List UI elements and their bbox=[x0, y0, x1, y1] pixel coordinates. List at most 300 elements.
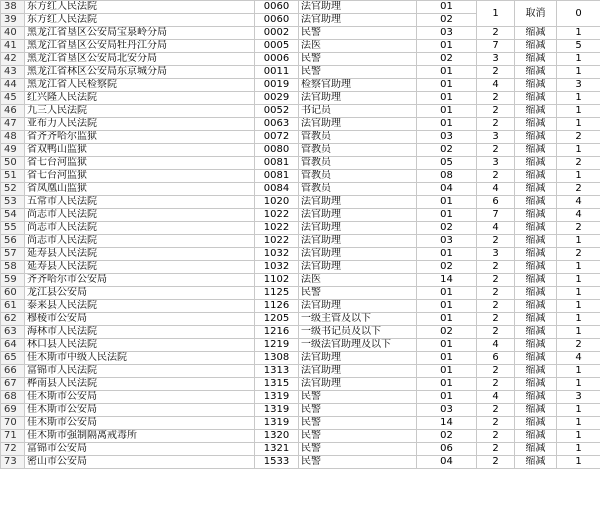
unit-code-cell[interactable]: 0081 bbox=[255, 157, 299, 170]
adjust-status-cell[interactable]: 缩减 bbox=[515, 365, 557, 378]
unit-code-cell[interactable]: 0019 bbox=[255, 79, 299, 92]
unit-name-cell[interactable]: 密山市公安局 bbox=[25, 456, 255, 469]
position-code-cell[interactable]: 05 bbox=[417, 157, 477, 170]
position-code-cell[interactable]: 04 bbox=[417, 183, 477, 196]
position-code-cell[interactable]: 03 bbox=[417, 131, 477, 144]
unit-name-cell[interactable]: 五常市人民法院 bbox=[25, 196, 255, 209]
adjusted-count-cell[interactable]: 2 bbox=[557, 131, 600, 144]
unit-code-cell[interactable]: 1320 bbox=[255, 430, 299, 443]
row-number-cell[interactable]: 64 bbox=[1, 339, 25, 352]
adjusted-count-cell[interactable]: 1 bbox=[557, 92, 600, 105]
position-name-cell[interactable]: 民警 bbox=[299, 430, 417, 443]
adjusted-count-cell[interactable]: 1 bbox=[557, 417, 600, 430]
adjust-status-cell[interactable]: 缩减 bbox=[515, 131, 557, 144]
adjusted-count-cell[interactable]: 4 bbox=[557, 209, 600, 222]
position-code-cell[interactable]: 01 bbox=[417, 196, 477, 209]
table-row bbox=[1, 118, 600, 131]
adjusted-count-cell[interactable]: 1 bbox=[557, 287, 600, 300]
planned-count-cell[interactable]: 2 bbox=[477, 274, 515, 287]
position-code-cell[interactable]: 01 bbox=[417, 365, 477, 378]
table-row bbox=[1, 339, 600, 352]
row-number-cell[interactable]: 51 bbox=[1, 170, 25, 183]
row-number-cell[interactable]: 54 bbox=[1, 209, 25, 222]
adjusted-count-cell[interactable]: 1 bbox=[557, 170, 600, 183]
table-row bbox=[1, 222, 600, 235]
table-row bbox=[1, 365, 600, 378]
planned-count-cell[interactable]: 2 bbox=[477, 313, 515, 326]
position-name-cell[interactable]: 法官助理 bbox=[299, 222, 417, 235]
adjusted-count-cell[interactable]: 2 bbox=[557, 157, 600, 170]
planned-count-cell[interactable]: 4 bbox=[477, 79, 515, 92]
position-name-cell[interactable]: 民警 bbox=[299, 391, 417, 404]
row-number-cell[interactable]: 49 bbox=[1, 144, 25, 157]
adjust-status-cell[interactable]: 缩减 bbox=[515, 378, 557, 391]
adjust-status-cell[interactable]: 缩减 bbox=[515, 118, 557, 131]
row-number-cell[interactable]: 41 bbox=[1, 40, 25, 53]
adjust-status-cell[interactable]: 缩减 bbox=[515, 352, 557, 365]
position-name-cell[interactable]: 法官助理 bbox=[299, 352, 417, 365]
position-name-cell[interactable]: 管教员 bbox=[299, 131, 417, 144]
adjusted-count-cell[interactable]: 3 bbox=[557, 79, 600, 92]
position-name-cell[interactable]: 法官助理 bbox=[299, 14, 417, 27]
table-row bbox=[1, 27, 600, 40]
planned-count-cell[interactable]: 2 bbox=[477, 261, 515, 274]
unit-name-cell[interactable]: 佳木斯市强制隔离戒毒所 bbox=[25, 430, 255, 443]
position-name-cell[interactable]: 法官助理 bbox=[299, 118, 417, 131]
position-code-cell[interactable]: 01 bbox=[417, 40, 477, 53]
planned-count-cell[interactable]: 2 bbox=[477, 66, 515, 79]
position-code-cell[interactable]: 02 bbox=[417, 222, 477, 235]
unit-code-cell[interactable]: 0072 bbox=[255, 131, 299, 144]
adjusted-count-cell[interactable]: 1 bbox=[557, 235, 600, 248]
row-number-cell[interactable]: 45 bbox=[1, 92, 25, 105]
table-row bbox=[1, 1, 600, 14]
unit-code-cell[interactable]: 1315 bbox=[255, 378, 299, 391]
position-name-cell[interactable]: 一级法官助理及以下 bbox=[299, 339, 417, 352]
unit-code-cell[interactable]: 0029 bbox=[255, 92, 299, 105]
position-code-cell[interactable]: 01 bbox=[417, 105, 477, 118]
unit-name-cell[interactable]: 林口县人民法院 bbox=[25, 339, 255, 352]
adjusted-count-cell[interactable]: 4 bbox=[557, 352, 600, 365]
table-row bbox=[1, 40, 600, 53]
adjusted-count-cell[interactable]: 1 bbox=[557, 404, 600, 417]
unit-name-cell[interactable]: 东方红人民法院 bbox=[25, 1, 255, 14]
position-code-cell[interactable]: 02 bbox=[417, 53, 477, 66]
planned-count-cell[interactable]: 2 bbox=[477, 326, 515, 339]
row-number-cell[interactable]: 58 bbox=[1, 261, 25, 274]
position-name-cell[interactable]: 民警 bbox=[299, 417, 417, 430]
position-name-cell[interactable]: 法官助理 bbox=[299, 248, 417, 261]
adjusted-count-cell[interactable]: 1 bbox=[557, 326, 600, 339]
position-name-cell[interactable]: 民警 bbox=[299, 443, 417, 456]
adjusted-count-cell[interactable]: 1 bbox=[557, 365, 600, 378]
unit-code-cell[interactable]: 1032 bbox=[255, 261, 299, 274]
adjusted-count-cell[interactable]: 1 bbox=[557, 378, 600, 391]
adjusted-count-cell[interactable]: 0 bbox=[557, 1, 600, 27]
table-row bbox=[1, 131, 600, 144]
unit-code-cell[interactable]: 1102 bbox=[255, 274, 299, 287]
position-code-cell[interactable]: 01 bbox=[417, 66, 477, 79]
position-name-cell[interactable]: 管教员 bbox=[299, 157, 417, 170]
position-code-cell[interactable]: 01 bbox=[417, 209, 477, 222]
position-name-cell[interactable]: 法官助理 bbox=[299, 365, 417, 378]
table-row bbox=[1, 352, 600, 365]
unit-name-cell[interactable]: 佳木斯市公安局 bbox=[25, 417, 255, 430]
adjust-status-cell[interactable]: 缩减 bbox=[515, 326, 557, 339]
unit-name-cell[interactable]: 延寿县人民法院 bbox=[25, 248, 255, 261]
unit-code-cell[interactable]: 1319 bbox=[255, 417, 299, 430]
planned-count-cell[interactable]: 2 bbox=[477, 404, 515, 417]
adjusted-count-cell[interactable]: 2 bbox=[557, 339, 600, 352]
position-code-cell[interactable]: 02 bbox=[417, 326, 477, 339]
position-code-cell[interactable]: 01 bbox=[417, 352, 477, 365]
row-number-cell[interactable]: 71 bbox=[1, 430, 25, 443]
row-number-cell[interactable]: 65 bbox=[1, 352, 25, 365]
row-number-cell[interactable]: 56 bbox=[1, 235, 25, 248]
position-name-cell[interactable]: 法官助理 bbox=[299, 261, 417, 274]
position-name-cell[interactable]: 管教员 bbox=[299, 183, 417, 196]
unit-name-cell[interactable]: 黑龙江省人民检察院 bbox=[25, 79, 255, 92]
row-number-cell[interactable]: 55 bbox=[1, 222, 25, 235]
position-code-cell[interactable]: 01 bbox=[417, 79, 477, 92]
unit-code-cell[interactable]: 1308 bbox=[255, 352, 299, 365]
adjust-status-cell[interactable]: 缩减 bbox=[515, 404, 557, 417]
row-number-cell[interactable]: 52 bbox=[1, 183, 25, 196]
adjusted-count-cell[interactable]: 1 bbox=[557, 144, 600, 157]
unit-name-cell[interactable]: 穆棱市公安局 bbox=[25, 313, 255, 326]
unit-name-cell[interactable]: 省齐齐哈尔监狱 bbox=[25, 131, 255, 144]
unit-code-cell[interactable]: 0081 bbox=[255, 170, 299, 183]
planned-count-cell[interactable]: 4 bbox=[477, 222, 515, 235]
position-code-cell[interactable]: 03 bbox=[417, 404, 477, 417]
planned-count-cell[interactable]: 2 bbox=[477, 235, 515, 248]
planned-count-cell[interactable]: 4 bbox=[477, 391, 515, 404]
adjust-status-cell[interactable]: 缩减 bbox=[515, 183, 557, 196]
adjusted-count-cell[interactable]: 1 bbox=[557, 66, 600, 79]
planned-count-cell[interactable]: 3 bbox=[477, 131, 515, 144]
row-number-cell[interactable]: 53 bbox=[1, 196, 25, 209]
unit-name-cell[interactable]: 省七台河监狱 bbox=[25, 157, 255, 170]
adjusted-count-cell[interactable]: 2 bbox=[557, 183, 600, 196]
table-row bbox=[1, 209, 600, 222]
unit-name-cell[interactable]: 尚志市人民法院 bbox=[25, 222, 255, 235]
unit-name-cell[interactable]: 齐齐哈尔市公安局 bbox=[25, 274, 255, 287]
row-number-cell[interactable]: 44 bbox=[1, 79, 25, 92]
adjust-status-cell[interactable]: 缩减 bbox=[515, 261, 557, 274]
position-name-cell[interactable]: 民警 bbox=[299, 53, 417, 66]
position-code-cell[interactable]: 03 bbox=[417, 27, 477, 40]
adjust-status-cell[interactable]: 缩减 bbox=[515, 456, 557, 469]
row-number-cell[interactable]: 50 bbox=[1, 157, 25, 170]
adjust-status-cell[interactable]: 缩减 bbox=[515, 339, 557, 352]
position-name-cell[interactable]: 管教员 bbox=[299, 170, 417, 183]
unit-code-cell[interactable]: 0011 bbox=[255, 66, 299, 79]
adjusted-count-cell[interactable]: 2 bbox=[557, 248, 600, 261]
table-row bbox=[1, 456, 600, 469]
position-name-cell[interactable]: 法医 bbox=[299, 274, 417, 287]
position-code-cell[interactable]: 01 bbox=[417, 313, 477, 326]
row-number-cell[interactable]: 68 bbox=[1, 391, 25, 404]
position-code-cell[interactable]: 01 bbox=[417, 287, 477, 300]
unit-name-cell[interactable]: 尚志市人民法院 bbox=[25, 209, 255, 222]
position-name-cell[interactable]: 民警 bbox=[299, 27, 417, 40]
planned-count-cell[interactable]: 4 bbox=[477, 339, 515, 352]
unit-code-cell[interactable]: 1022 bbox=[255, 209, 299, 222]
row-number-cell[interactable]: 46 bbox=[1, 105, 25, 118]
position-name-cell[interactable]: 民警 bbox=[299, 287, 417, 300]
position-code-cell[interactable]: 01 bbox=[417, 339, 477, 352]
position-name-cell[interactable]: 民警 bbox=[299, 404, 417, 417]
position-name-cell[interactable]: 法官助理 bbox=[299, 235, 417, 248]
unit-code-cell[interactable]: 1313 bbox=[255, 365, 299, 378]
unit-name-cell[interactable]: 黑龙江省垦区公安局牡丹江分局 bbox=[25, 40, 255, 53]
adjust-status-cell[interactable]: 缩减 bbox=[515, 27, 557, 40]
row-number-cell[interactable]: 40 bbox=[1, 27, 25, 40]
unit-name-cell[interactable]: 富锦市公安局 bbox=[25, 443, 255, 456]
unit-name-cell[interactable]: 东方红人民法院 bbox=[25, 14, 255, 27]
planned-count-cell[interactable]: 2 bbox=[477, 118, 515, 131]
adjusted-count-cell[interactable]: 1 bbox=[557, 430, 600, 443]
planned-count-cell[interactable]: 2 bbox=[477, 430, 515, 443]
adjusted-count-cell[interactable]: 1 bbox=[557, 27, 600, 40]
position-code-cell[interactable]: 02 bbox=[417, 261, 477, 274]
planned-count-cell[interactable]: 4 bbox=[477, 183, 515, 196]
position-code-cell[interactable]: 06 bbox=[417, 443, 477, 456]
adjust-status-cell[interactable]: 缩减 bbox=[515, 313, 557, 326]
unit-code-cell[interactable]: 0052 bbox=[255, 105, 299, 118]
row-number-cell[interactable]: 48 bbox=[1, 131, 25, 144]
adjust-status-cell[interactable]: 缩减 bbox=[515, 79, 557, 92]
row-number-cell[interactable]: 66 bbox=[1, 365, 25, 378]
unit-name-cell[interactable]: 红兴隆人民法院 bbox=[25, 92, 255, 105]
unit-name-cell[interactable]: 龙江县公安局 bbox=[25, 287, 255, 300]
unit-code-cell[interactable]: 1125 bbox=[255, 287, 299, 300]
unit-name-cell[interactable]: 泰来县人民法院 bbox=[25, 300, 255, 313]
unit-name-cell[interactable]: 延寿县人民法院 bbox=[25, 261, 255, 274]
planned-count-cell[interactable]: 2 bbox=[477, 105, 515, 118]
position-name-cell[interactable]: 民警 bbox=[299, 66, 417, 79]
position-code-cell[interactable]: 01 bbox=[417, 92, 477, 105]
position-code-cell[interactable]: 01 bbox=[417, 1, 477, 14]
planned-count-cell[interactable]: 7 bbox=[477, 40, 515, 53]
adjusted-count-cell[interactable]: 1 bbox=[557, 443, 600, 456]
position-code-cell[interactable]: 02 bbox=[417, 144, 477, 157]
row-number-cell[interactable]: 62 bbox=[1, 313, 25, 326]
position-name-cell[interactable]: 法医 bbox=[299, 40, 417, 53]
adjust-status-cell[interactable]: 缩减 bbox=[515, 40, 557, 53]
adjust-status-cell[interactable]: 缩减 bbox=[515, 105, 557, 118]
row-number-cell[interactable]: 60 bbox=[1, 287, 25, 300]
position-name-cell[interactable]: 法官助理 bbox=[299, 196, 417, 209]
unit-name-cell[interactable]: 富锦市人民法院 bbox=[25, 365, 255, 378]
planned-count-cell[interactable]: 2 bbox=[477, 378, 515, 391]
table-row bbox=[1, 287, 600, 300]
adjust-status-cell[interactable]: 缩减 bbox=[515, 170, 557, 183]
planned-count-cell[interactable]: 2 bbox=[477, 144, 515, 157]
table-row bbox=[1, 66, 600, 79]
planned-count-cell[interactable]: 7 bbox=[477, 209, 515, 222]
planned-count-cell[interactable]: 3 bbox=[477, 53, 515, 66]
unit-code-cell[interactable]: 1319 bbox=[255, 404, 299, 417]
row-number-cell[interactable]: 63 bbox=[1, 326, 25, 339]
planned-count-cell[interactable]: 6 bbox=[477, 352, 515, 365]
planned-count-cell[interactable]: 2 bbox=[477, 27, 515, 40]
unit-name-cell[interactable]: 佳木斯市公安局 bbox=[25, 391, 255, 404]
unit-name-cell[interactable]: 桦南县人民法院 bbox=[25, 378, 255, 391]
unit-name-cell[interactable]: 省凤凰山监狱 bbox=[25, 183, 255, 196]
planned-count-cell[interactable]: 2 bbox=[477, 443, 515, 456]
unit-code-cell[interactable]: 1205 bbox=[255, 313, 299, 326]
unit-code-cell[interactable]: 1219 bbox=[255, 339, 299, 352]
adjusted-count-cell[interactable]: 1 bbox=[557, 456, 600, 469]
position-name-cell[interactable]: 书记员 bbox=[299, 105, 417, 118]
planned-count-cell[interactable]: 1 bbox=[477, 1, 515, 27]
unit-code-cell[interactable]: 1533 bbox=[255, 456, 299, 469]
adjust-status-cell[interactable]: 缩减 bbox=[515, 287, 557, 300]
row-number-cell[interactable]: 69 bbox=[1, 404, 25, 417]
unit-code-cell[interactable]: 1321 bbox=[255, 443, 299, 456]
unit-code-cell[interactable]: 1319 bbox=[255, 391, 299, 404]
row-number-cell[interactable]: 73 bbox=[1, 456, 25, 469]
unit-code-cell[interactable]: 0063 bbox=[255, 118, 299, 131]
position-name-cell[interactable]: 法官助理 bbox=[299, 1, 417, 14]
unit-name-cell[interactable]: 佳木斯市中级人民法院 bbox=[25, 352, 255, 365]
planned-count-cell[interactable]: 2 bbox=[477, 365, 515, 378]
unit-code-cell[interactable]: 0060 bbox=[255, 1, 299, 14]
position-code-cell[interactable]: 01 bbox=[417, 118, 477, 131]
adjust-status-cell[interactable]: 缩减 bbox=[515, 92, 557, 105]
position-code-cell[interactable]: 03 bbox=[417, 235, 477, 248]
adjust-status-cell[interactable]: 缩减 bbox=[515, 53, 557, 66]
position-name-cell[interactable]: 一级书记员及以下 bbox=[299, 326, 417, 339]
unit-name-cell[interactable]: 黑龙江省林区公安局东京城分局 bbox=[25, 66, 255, 79]
row-number-cell[interactable]: 59 bbox=[1, 274, 25, 287]
position-code-cell[interactable]: 02 bbox=[417, 14, 477, 27]
unit-code-cell[interactable]: 1020 bbox=[255, 196, 299, 209]
unit-code-cell[interactable]: 1216 bbox=[255, 326, 299, 339]
row-number-cell[interactable]: 43 bbox=[1, 66, 25, 79]
planned-count-cell[interactable]: 2 bbox=[477, 170, 515, 183]
position-code-cell[interactable]: 01 bbox=[417, 248, 477, 261]
position-name-cell[interactable]: 法官助理 bbox=[299, 209, 417, 222]
row-number-cell[interactable]: 67 bbox=[1, 378, 25, 391]
adjust-status-cell[interactable]: 缩减 bbox=[515, 274, 557, 287]
unit-code-cell[interactable]: 0060 bbox=[255, 14, 299, 27]
adjusted-count-cell[interactable]: 1 bbox=[557, 261, 600, 274]
adjusted-count-cell[interactable]: 5 bbox=[557, 40, 600, 53]
unit-code-cell[interactable]: 0005 bbox=[255, 40, 299, 53]
adjust-status-cell[interactable]: 缩减 bbox=[515, 430, 557, 443]
table-row bbox=[1, 430, 600, 443]
position-name-cell[interactable]: 法官助理 bbox=[299, 300, 417, 313]
position-code-cell[interactable]: 08 bbox=[417, 170, 477, 183]
row-number-cell[interactable]: 70 bbox=[1, 417, 25, 430]
position-code-cell[interactable]: 04 bbox=[417, 456, 477, 469]
adjust-status-cell[interactable]: 缩减 bbox=[515, 209, 557, 222]
position-name-cell[interactable]: 管教员 bbox=[299, 144, 417, 157]
adjusted-count-cell[interactable]: 1 bbox=[557, 274, 600, 287]
planned-count-cell[interactable]: 2 bbox=[477, 92, 515, 105]
row-number-cell[interactable]: 57 bbox=[1, 248, 25, 261]
adjust-status-cell[interactable]: 缩减 bbox=[515, 144, 557, 157]
table-body bbox=[1, 1, 600, 469]
unit-code-cell[interactable]: 1022 bbox=[255, 235, 299, 248]
planned-count-cell[interactable]: 2 bbox=[477, 300, 515, 313]
planned-count-cell[interactable]: 2 bbox=[477, 417, 515, 430]
unit-name-cell[interactable]: 省七台河监狱 bbox=[25, 170, 255, 183]
adjust-status-cell[interactable]: 缩减 bbox=[515, 391, 557, 404]
row-number-cell[interactable]: 38 bbox=[1, 1, 25, 14]
position-code-cell[interactable]: 01 bbox=[417, 300, 477, 313]
adjusted-count-cell[interactable]: 1 bbox=[557, 300, 600, 313]
position-code-cell[interactable]: 01 bbox=[417, 391, 477, 404]
adjusted-count-cell[interactable]: 1 bbox=[557, 118, 600, 131]
position-code-cell[interactable]: 14 bbox=[417, 274, 477, 287]
position-code-cell[interactable]: 14 bbox=[417, 417, 477, 430]
planned-count-cell[interactable]: 3 bbox=[477, 157, 515, 170]
unit-name-cell[interactable]: 亚布力人民法院 bbox=[25, 118, 255, 131]
position-name-cell[interactable]: 法官助理 bbox=[299, 378, 417, 391]
planned-count-cell[interactable]: 6 bbox=[477, 196, 515, 209]
adjust-status-cell[interactable]: 缩减 bbox=[515, 300, 557, 313]
planned-count-cell[interactable]: 3 bbox=[477, 248, 515, 261]
unit-code-cell[interactable]: 0006 bbox=[255, 53, 299, 66]
adjust-status-cell[interactable]: 缩减 bbox=[515, 157, 557, 170]
row-number-cell[interactable]: 47 bbox=[1, 118, 25, 131]
planned-count-cell[interactable]: 2 bbox=[477, 456, 515, 469]
row-number-cell[interactable]: 42 bbox=[1, 53, 25, 66]
row-number-cell[interactable]: 39 bbox=[1, 14, 25, 27]
adjust-status-cell[interactable]: 缩减 bbox=[515, 443, 557, 456]
unit-code-cell[interactable]: 0084 bbox=[255, 183, 299, 196]
unit-name-cell[interactable]: 省双鸭山监狱 bbox=[25, 144, 255, 157]
unit-name-cell[interactable]: 黑龙江省垦区公安局宝泉岭分局 bbox=[25, 27, 255, 40]
adjusted-count-cell[interactable]: 1 bbox=[557, 105, 600, 118]
unit-name-cell[interactable]: 海林市人民法院 bbox=[25, 326, 255, 339]
unit-name-cell[interactable]: 九三人民法院 bbox=[25, 105, 255, 118]
adjust-status-cell[interactable]: 缩减 bbox=[515, 196, 557, 209]
unit-code-cell[interactable]: 0080 bbox=[255, 144, 299, 157]
position-name-cell[interactable]: 检察官助理 bbox=[299, 79, 417, 92]
position-name-cell[interactable]: 民警 bbox=[299, 456, 417, 469]
adjusted-count-cell[interactable]: 1 bbox=[557, 53, 600, 66]
adjusted-count-cell[interactable]: 4 bbox=[557, 196, 600, 209]
unit-code-cell[interactable]: 0002 bbox=[255, 27, 299, 40]
unit-code-cell[interactable]: 1022 bbox=[255, 222, 299, 235]
row-number-cell[interactable]: 72 bbox=[1, 443, 25, 456]
adjusted-count-cell[interactable]: 1 bbox=[557, 313, 600, 326]
unit-name-cell[interactable]: 黑龙江省垦区公安局北安分局 bbox=[25, 53, 255, 66]
adjusted-count-cell[interactable]: 2 bbox=[557, 222, 600, 235]
adjust-status-cell[interactable]: 取消 bbox=[515, 1, 557, 27]
position-code-cell[interactable]: 01 bbox=[417, 378, 477, 391]
unit-name-cell[interactable]: 佳木斯市公安局 bbox=[25, 404, 255, 417]
adjust-status-cell[interactable]: 缩减 bbox=[515, 248, 557, 261]
position-name-cell[interactable]: 法官助理 bbox=[299, 92, 417, 105]
unit-name-cell[interactable]: 尚志市人民法院 bbox=[25, 235, 255, 248]
unit-code-cell[interactable]: 1126 bbox=[255, 300, 299, 313]
adjust-status-cell[interactable]: 缩减 bbox=[515, 66, 557, 79]
planned-count-cell[interactable]: 2 bbox=[477, 287, 515, 300]
row-number-cell[interactable]: 61 bbox=[1, 300, 25, 313]
position-code-cell[interactable]: 02 bbox=[417, 430, 477, 443]
adjust-status-cell[interactable]: 缩减 bbox=[515, 417, 557, 430]
adjust-status-cell[interactable]: 缩减 bbox=[515, 235, 557, 248]
position-name-cell[interactable]: 一级主管及以下 bbox=[299, 313, 417, 326]
adjust-status-cell[interactable]: 缩减 bbox=[515, 222, 557, 235]
unit-code-cell[interactable]: 1032 bbox=[255, 248, 299, 261]
adjusted-count-cell[interactable]: 3 bbox=[557, 391, 600, 404]
